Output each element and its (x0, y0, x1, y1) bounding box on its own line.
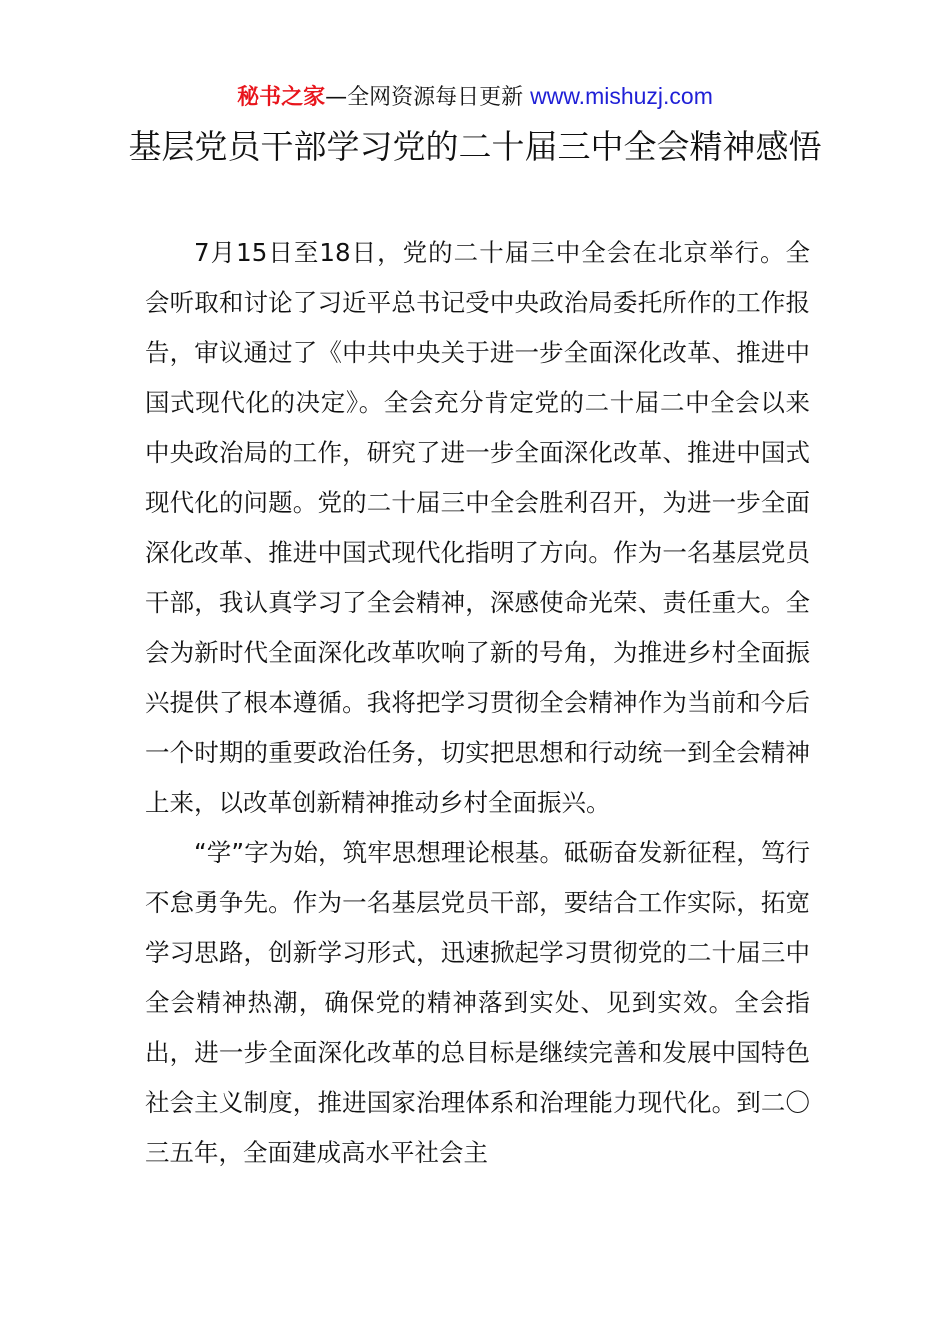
site-url-link[interactable]: www.mishuzj.com (530, 83, 713, 109)
site-header (0, 80, 950, 114)
document-body (145, 228, 810, 1178)
brand-name: 秘书之家 (237, 85, 326, 110)
header-tagline: —全网资源每日更新 (325, 85, 531, 110)
body-paragraph-1: 7月15日至18日，党的二十届三中全会在北京举行。全会听取和讨论了习近平总书记受中央政治局委托所作的工作报告，审议通过了《中共中央关于进一步全面深化改革、推进中国式现代化的决定》。全会充分肯定党的二十届二中全会以来中央政治局的工作，研究了进一步全面深化改革、推进中国式现代化的问题。党的二十届三中全会胜利召开，为进一步全面深化改革、推进中国式现代化指明了方向。作为一名基层党员干部，我认真学习了全会精神，深感使命光荣、责任重大。全会为新时代全面深化改革吹响了新的号角，为推进乡村全面振兴提供了根本遵循。我将把学习贯彻全会精神作为当前和今后一个时期的重要政治任务，切实把思想和行动统一到全会精神上来，以改革创新精神推动乡村全面振兴。 (145, 238, 810, 817)
document-title: 基层党员干部学习党的二十届三中全会精神感悟 (128, 127, 822, 166)
body-paragraph-2: “学”字为始，筑牢思想理论根基。砥砺奋发新征程，笃行不怠勇争先。作为一名基层党员干部，要结合工作实际，拓宽学习思路，创新学习形式，迅速掀起学习贯彻党的二十届三中全会精神热潮，确保党的精神落到实处、见到实效。全会指出，进一步全面深化改革的总目标是继续完善和发展中国特色社会主义制度，推进国家治理体系和治理能力现代化。到二〇三五年，全面建成高水平社会主 (145, 838, 810, 1167)
